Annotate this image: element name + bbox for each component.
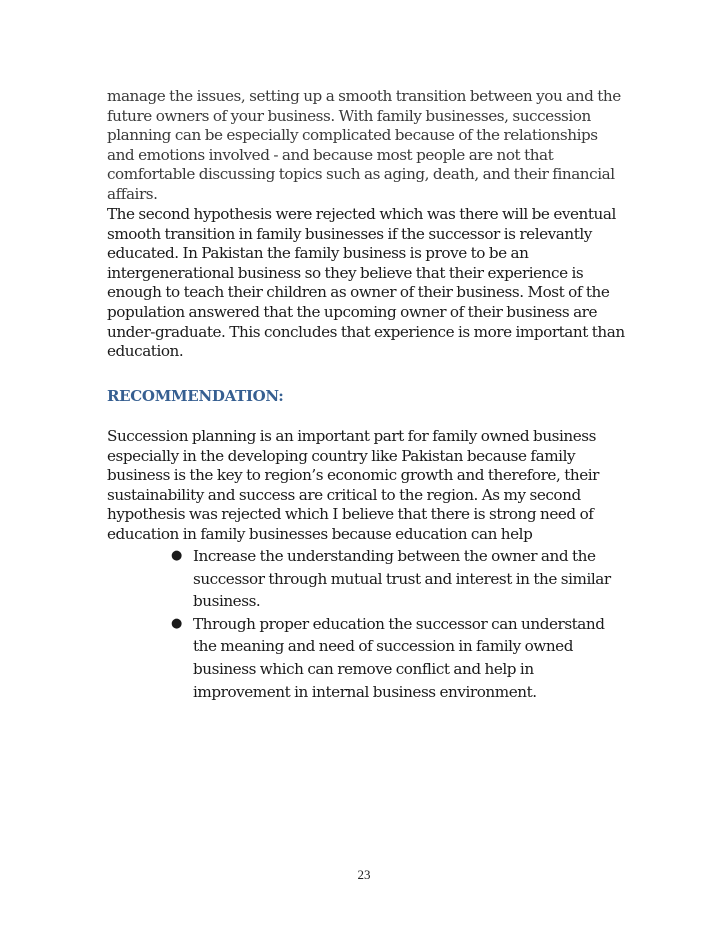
list-item xyxy=(171,613,613,703)
paragraph-recommendation: Succession planning is an important part for family owned business especially in the developing country like Pakistan because family business is the key to region’s economic growth and therefore, their sustainability and success are critical to the region. As my second hypothesis was rejected which I believe that there is strong need of education in family businesses because education can help xyxy=(107,427,599,543)
page-number: 23 xyxy=(357,867,371,882)
recommendation-heading: RECOMMENDATION: xyxy=(107,387,284,405)
bullet-icon: ● xyxy=(171,548,182,563)
paragraph-intro: manage the issues, setting up a smooth transition between you and the future owners of your business. With family businesses, succession planning can be especially complicated because of the relationships and emotions involved - and because most people are not that comfortable discussing topics such as aging, death, and their financial affairs. xyxy=(107,87,621,203)
list-item-text: Through proper education the successor can understand the meaning and need of succession in family owned business which can remove conflict and help in improvement in internal business environment. xyxy=(193,614,605,701)
bullet-icon: ● xyxy=(171,615,182,631)
paragraph-second-hypothesis: The second hypothesis were rejected which was there will be eventual smooth transition in family businesses if the successor is relevantly educated. In Pakistan the family business is prove to be an intergenerational business so they believe that their experience is enough to teach their children as owner of their business. Most of the population answered that the upcoming owner of their business are under-graduate. This concludes that experience is more important than education. xyxy=(107,205,625,361)
list-item-text: Increase the understanding between the owner and the successor through mutual trust and interest in the similar business. xyxy=(193,547,611,611)
recommendation-list xyxy=(171,545,613,703)
list-item xyxy=(171,545,613,613)
